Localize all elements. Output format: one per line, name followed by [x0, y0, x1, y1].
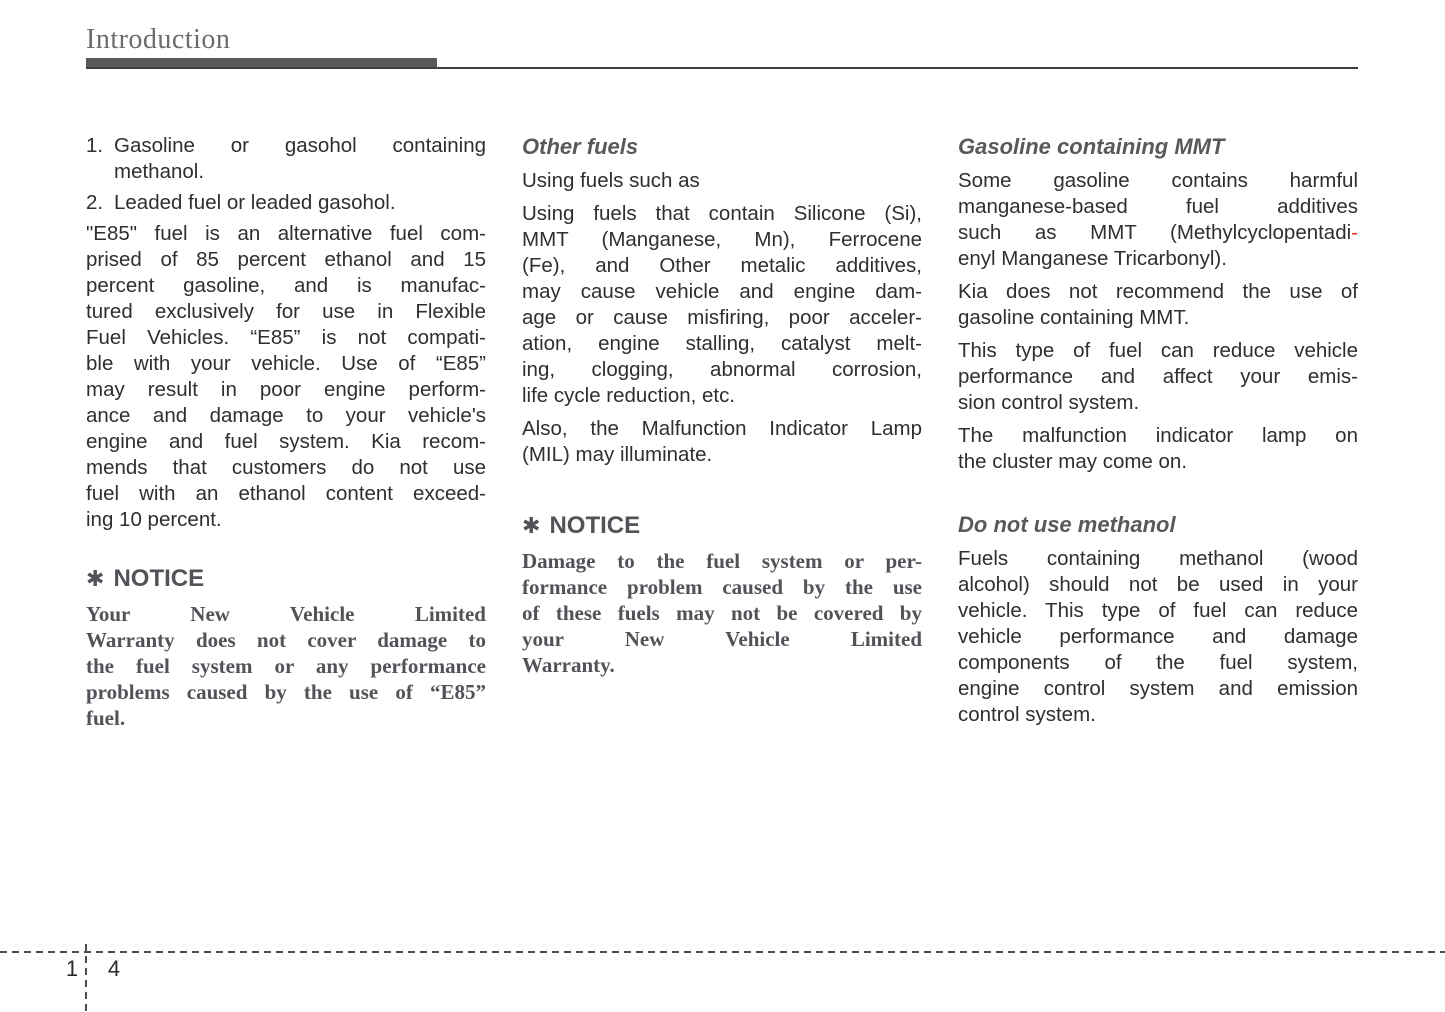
list-item-text: Leaded fuel or leaded gasohol.: [114, 191, 396, 214]
mmt-paragraph-3: This type of fuel can reduce vehicle performance and affect your emis- sion control system.: [958, 339, 1358, 414]
section-heading-methanol: Do not use methanol: [958, 512, 1176, 537]
list-item: [86, 190, 486, 216]
notice-heading: [522, 510, 922, 543]
section-heading-mmt: Gasoline containing MMT: [958, 134, 1225, 159]
notice-block-e85: [86, 563, 486, 731]
content-columns: [86, 133, 1358, 738]
header-rule-line: [86, 67, 1358, 69]
chapter-number: 1: [65, 956, 79, 981]
page-number-value: 4: [107, 956, 121, 981]
notice-label: NOTICE: [549, 512, 641, 539]
footer-dashed-line-horizontal: [0, 951, 1445, 953]
mmt-paragraph-4: The malfunction indicator lamp on the cluster may come on.: [958, 424, 1358, 473]
header-rule: [86, 58, 1358, 69]
page-header: [86, 24, 1358, 69]
notice-body-e85: Your New Vehicle Limited Warranty does not cover damage to the fuel system or any performance problems caused by the use of “E85” fuel.: [86, 602, 486, 730]
fuel-warning-list: [86, 133, 486, 216]
page-number: [58, 956, 128, 982]
notice-block-other-fuels: [522, 510, 922, 678]
column-1: [86, 133, 486, 738]
list-item: [86, 133, 486, 185]
page-title: Introduction: [86, 24, 231, 55]
notice-body-other-fuels: Damage to the fuel system or per- formance problem caused by the use of these fuels may not be covered by your New Vehicle Limited Warranty.: [522, 549, 922, 677]
mil-paragraph: Also, the Malfunction Indicator Lamp (MIL) may illuminate.: [522, 417, 922, 466]
column-3: [958, 133, 1358, 738]
list-item-number: 1.: [86, 134, 104, 157]
notice-heading: [86, 563, 486, 596]
list-item-text: Gasoline or gasohol containing methanol.: [114, 134, 486, 183]
notice-label: NOTICE: [113, 565, 205, 592]
e85-paragraph: "E85" fuel is an alternative fuel com- prised of 85 percent ethanol and 15 percent gasoline, and is manufac- tured exclusively for use in Flexible Fuel Vehicles. “E85” is not compati- ble with your vehicle. Use of “E85” may result in poor engine perform- ance and damage to your vehicle's engine and fuel system. Kia recom- mends that customers do not use fuel with an ethanol content exceed- ing 10 percent.: [86, 222, 486, 531]
mmt-paragraph-2: Kia does not recommend the use of gasoline containing MMT.: [958, 280, 1358, 329]
section-heading-other-fuels: Other fuels: [522, 134, 639, 159]
methanol-paragraph: Fuels containing methanol (wood alcohol) should not be used in your vehicle. This type of fuel can reduce vehicle performance and damage components of the fuel system, engine control system and emission control system.: [958, 547, 1358, 726]
list-item-number: 2.: [86, 191, 104, 214]
notice-asterisk-icon: ✱: [522, 514, 541, 539]
other-fuels-paragraph: Using fuels that contain Silicone (Si), MMT (Manganese, Mn), Ferrocene (Fe), and Other metalic additives, may cause vehicle and engine dam- age or cause misfiring, poor acceler- ation, engine stalling, catalyst melt- ing, clogging, abnormal corrosion, life cycle reduction, etc.: [522, 202, 922, 407]
notice-asterisk-icon: ✱: [86, 567, 105, 592]
other-fuels-intro: Using fuels such as: [522, 169, 700, 192]
mmt-paragraph-1: Some gasoline contains harmful manganese-based fuel additives such as MMT (Methylcyclopentadi- enyl Manganese Tricarbonyl).: [958, 169, 1358, 270]
column-2: [522, 133, 922, 738]
